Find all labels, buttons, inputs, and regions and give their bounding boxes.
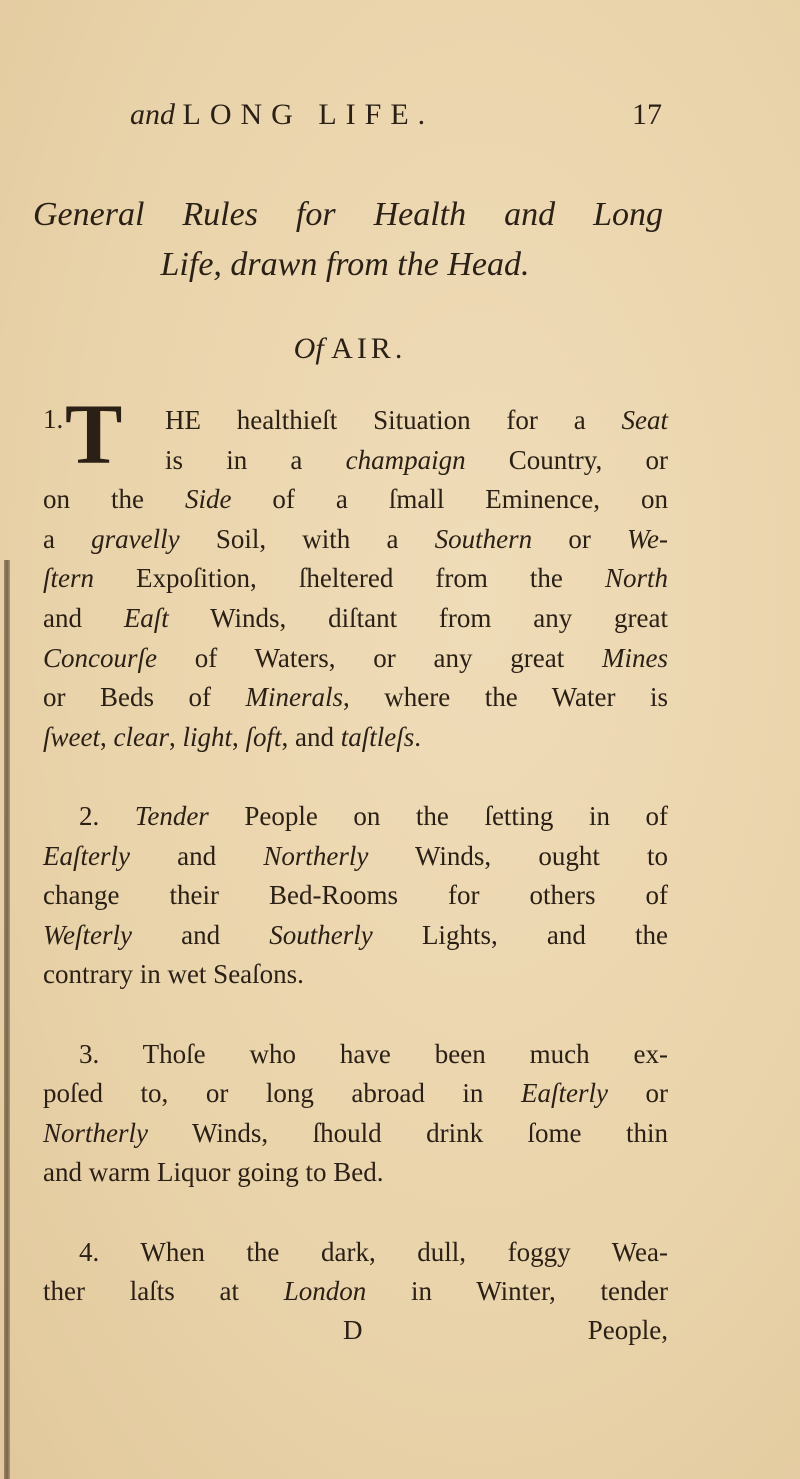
roman-text: Expoſition, ſheltered from the — [94, 563, 605, 594]
italic-text: gravelly — [91, 523, 180, 554]
roman-text: HE healthieſt Situation for a — [165, 405, 622, 435]
italic-text: Mines — [602, 642, 668, 673]
roman-text: is in a — [165, 444, 346, 475]
italic-text: Eaſterly — [520, 1078, 608, 1109]
italic-text: Southerly — [269, 919, 373, 950]
roman-text: , and — [281, 721, 341, 752]
chapter-title-line-1: General Rules for Health and Long — [33, 196, 663, 233]
italic-text: Eaſt — [123, 603, 169, 633]
paragraph-number: 1. — [43, 404, 64, 434]
text-line — [43, 877, 668, 913]
text-line — [79, 798, 668, 834]
italic-text: North — [604, 563, 668, 594]
italic-text: ſweet — [43, 721, 100, 752]
italic-text: ſoft — [245, 721, 282, 752]
italic-text: light — [182, 721, 232, 752]
page-number: 17 — [632, 98, 662, 131]
roman-text: change their Bed-Rooms for others of — [43, 880, 668, 911]
roman-text: 2. — [79, 801, 135, 831]
text-line — [43, 481, 668, 517]
roman-text: Country, or — [465, 444, 668, 475]
text-line — [43, 1115, 668, 1151]
text-line — [43, 1075, 668, 1111]
text-line — [43, 838, 668, 874]
text-line — [43, 1273, 668, 1309]
roman-text: and — [131, 919, 270, 950]
roman-text: or — [532, 523, 627, 554]
italic-text: Southern — [434, 523, 533, 554]
book-binding-edge — [4, 560, 10, 1479]
roman-text: , — [231, 721, 246, 752]
roman-text: 3. Thoſe who have been much ex- — [79, 1038, 668, 1069]
text-line — [43, 600, 668, 636]
running-title: LONG LIFE. — [182, 98, 435, 131]
italic-text: London — [283, 1276, 367, 1307]
roman-text: contrary in wet Seaſons. — [43, 959, 304, 990]
text-line — [43, 521, 668, 557]
roman-text: Soil, with a — [179, 523, 435, 554]
italic-text: We- — [627, 523, 668, 554]
roman-text: Winds, ought to — [368, 840, 668, 871]
section-prefix: Of — [293, 332, 324, 365]
roman-text: on the — [43, 484, 185, 515]
text-line — [79, 1036, 668, 1072]
italic-text: Northerly — [263, 840, 369, 871]
italic-text: Weſterly — [43, 919, 132, 950]
text-line — [43, 719, 668, 755]
roman-text: of Waters, or any great — [157, 642, 603, 673]
roman-text: Winds, diſtant from any great — [168, 603, 669, 633]
roman-text: and — [43, 603, 124, 633]
text-line — [43, 679, 668, 715]
italic-text: taſtleſs — [340, 721, 415, 752]
italic-text: Side — [184, 484, 232, 515]
italic-text: clear — [113, 721, 169, 752]
italic-text: ſtern — [43, 563, 94, 594]
italic-text: champaign — [345, 444, 466, 475]
signature-mark: D — [343, 1315, 363, 1345]
text-line — [79, 1234, 668, 1270]
chapter-title-line-2: Life, drawn from the Head. — [160, 246, 530, 283]
header-prefix: and — [130, 98, 175, 131]
roman-text: ther laſts at — [43, 1276, 284, 1307]
italic-text: Eaſterly — [43, 840, 130, 871]
roman-text: . — [414, 721, 421, 752]
roman-text: of a ſmall Eminence, on — [231, 484, 668, 515]
roman-text: a — [43, 523, 92, 554]
roman-text: or Beds of — [43, 682, 246, 713]
catchword: People, — [587, 1315, 668, 1345]
roman-text: or — [607, 1078, 668, 1109]
roman-text: People on the ſetting in of — [208, 801, 669, 831]
roman-text: Winds, ſhould drink ſome thin — [148, 1117, 668, 1148]
italic-text: Tender — [134, 801, 209, 831]
section-title: AIR. — [331, 332, 407, 365]
text-line — [43, 640, 668, 676]
text-line — [165, 442, 668, 478]
drop-cap: T — [65, 386, 123, 482]
text-line — [43, 956, 668, 992]
italic-text: Northerly — [43, 1117, 148, 1148]
roman-text: Lights, and the — [372, 919, 668, 950]
roman-text: poſed to, or long abroad in — [43, 1078, 521, 1109]
roman-text: 4. When the dark, dull, foggy Wea- — [79, 1236, 668, 1267]
roman-text: and — [129, 840, 264, 871]
text-line — [43, 560, 668, 596]
roman-text: , where the Water is — [343, 682, 669, 713]
italic-text: Seat — [621, 405, 668, 435]
roman-text: and warm Liquor going to Bed. — [43, 1157, 384, 1188]
roman-text: in Winter, tender — [366, 1276, 668, 1307]
body-text — [43, 0, 668, 1479]
italic-text: Minerals — [245, 682, 343, 713]
text-line — [43, 917, 668, 953]
roman-text: , — [168, 721, 183, 752]
text-line — [43, 1154, 668, 1190]
text-line — [165, 402, 668, 438]
italic-text: Concourſe — [43, 642, 157, 673]
roman-text: , — [99, 721, 114, 752]
